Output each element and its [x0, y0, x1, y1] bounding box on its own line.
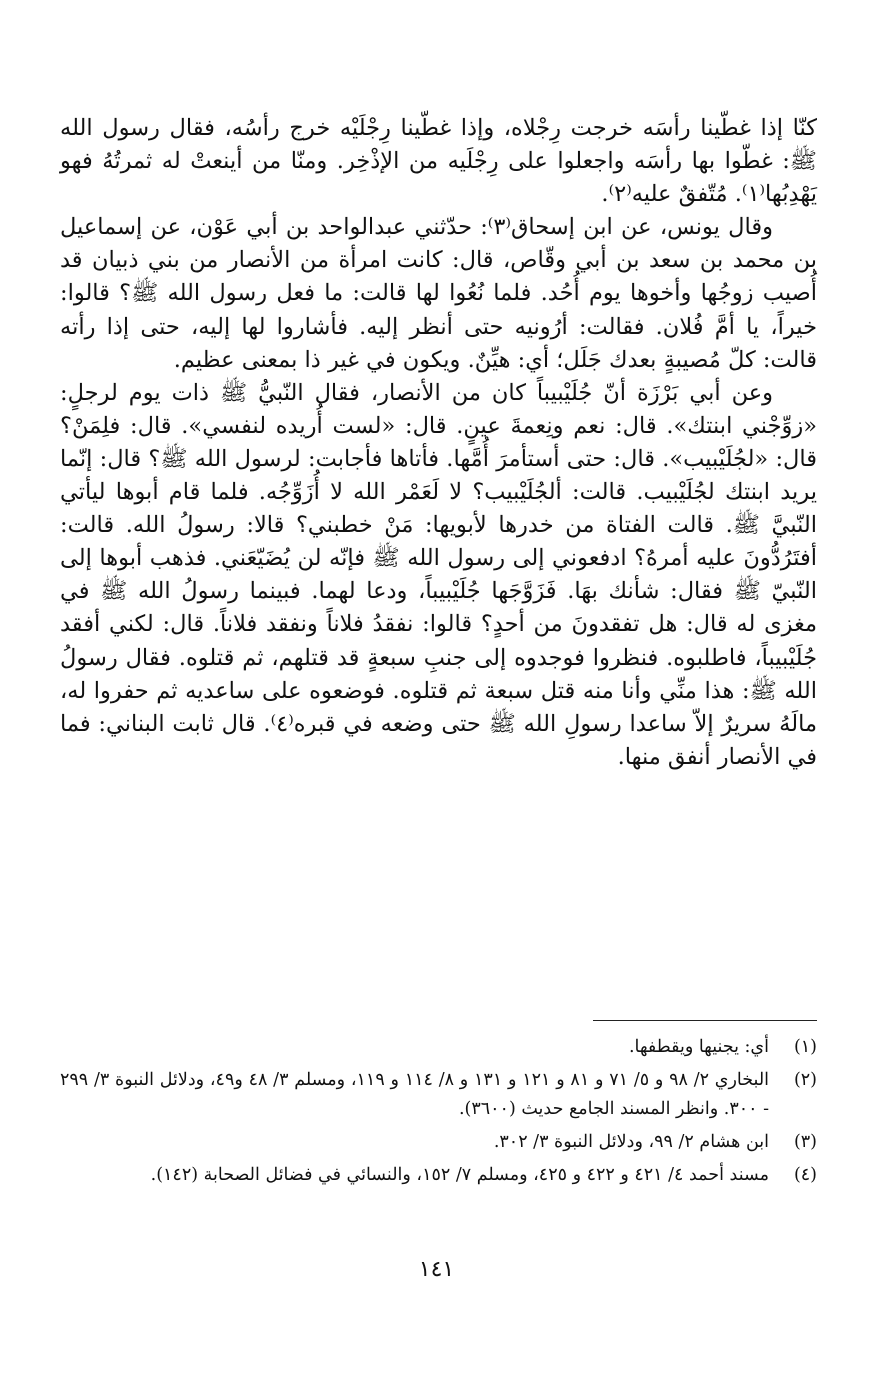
- footnote-text: أي: يجنيها ويقطفها.: [628, 1037, 769, 1057]
- footnote-number: (١): [793, 1037, 817, 1057]
- footnote-number: (٤): [793, 1165, 817, 1185]
- main-text: [60, 112, 817, 774]
- page-number: ١٤١: [418, 1257, 455, 1282]
- footnote-2: [60, 1066, 817, 1124]
- footnote-text: البخاري ٢/ ٩٨ و ٥/ ٧١ و ٨١ و ١٢١ و ١٣١ و ٨/ ١١٤ و ١١٩، ومسلم ٣/ ٤٨ و٤٩، ودلائل النبوة ٣/ ٢٩٩ - ٣٠٠. وانظر المسند الجامع حديث (٣٦٠٠).: [60, 1070, 770, 1119]
- footnote-3: [60, 1128, 817, 1157]
- footnote-1: [60, 1033, 817, 1062]
- footnote-4: [60, 1161, 817, 1190]
- paragraph-1: كنّا إذا غطّينا رأسَه خرجت رِجْلاه، وإذا غطّينا رِجْلَيْه خرج رأسُه، فقال رسول الله ﷺ: غطّوا بها رأسَه واجعلوا على رِجْلَيه من الإذْخِر. ومنّا من أينعتْ له ثمرتُهُ فهو يَهْدِبُها⁽١⁾. مُتّفقٌ عليه⁽٢⁾.: [60, 115, 817, 208]
- footnote-number: (٢): [793, 1070, 817, 1090]
- paragraph-2: وقال يونس، عن ابن إسحاق⁽٣⁾: حدّثني عبدالواحد بن أبي عَوْن، عن إسماعيل بن محمد بن سعد بن أبي وقّاص، قال: كانت امرأة من الأنصار من بني ذبيان قد أُصيب زوجُها وأخوها يوم أُحُد. فلما نُعُوا لها قالت: ما فعل رسول الله ﷺ؟ قالوا: خيراً، يا أمَّ فُلان. فقالت: أرُونيه حتى أنظر إليه. فأشاروا لها إليه، حتى إذا رأته قالت: كلّ مُصيبةٍ بعدك جَلَل؛ أي: هيِّنٌ. ويكون في غير ذا بمعنى عظيم.: [60, 214, 817, 373]
- footnote-divider: [593, 1020, 817, 1021]
- footnote-number: (٣): [793, 1132, 817, 1152]
- footnote-text: مسند أحمد ٤/ ٤٢١ و ٤٢٢ و ٤٢٥، ومسلم ٧/ ١٥٢، والنسائي في فضائل الصحابة (١٤٢).: [150, 1165, 769, 1185]
- paragraph-3: وعن أبي بَرْزَة أنّ جُلَيْبيباً كان من الأنصار، فقال النّبيُّ ﷺ ذات يوم لرجلٍ: «زوِّجْني ابنتك». قال: نعم ونِعمةَ عينٍ. قال: «لست أُريده لنفسي». قال: فلِمَنْ؟ قال: «لجُلَيْبيب». قال: حتى أستأمرَ أُمَّها. فأتاها فأجابت: لرسول الله ﷺ؟ قال: إنّما يريد ابنتك لجُلَيْبيب. قالت: ألجُلَيْبيب؟ لا لَعَمْر الله لا أُزَوِّجُه. فلما قام أبوها ليأتي النّبيَّ ﷺ. قالت الفتاة من خدرها لأبويها: مَنْ خطبني؟ قالا: رسولُ الله. قالت: أفتَرُدُّونَ عليه أمرهُ؟ ادفعوني إلى رسول الله ﷺ فإنّه لن يُضَيّعَني. فذهب أبوها إلى النّبيّ ﷺ فقال: شأنك بهَا. فَزَوَّجَها جُلَيْبيباً، ودعا لهما. فبينما رسولُ الله ﷺ في مغزى له قال: هل تفقدونَ من أحدٍ؟ قالوا: نفقدُ فلاناً ونفقد فلاناً. قال: لكني أفقد جُلَيْبيباً، فاطلبوه. فنظروا فوجدوه إلى جنبِ سبعةٍ قد قتلهم، ثم قتلوه. فقال رسولُ الله ﷺ: هذا منِّي وأنا منه قتل سبعة ثم قتلوه. فوضعوه على ساعديه ثم حفروا له، مالَهُ سريرٌ إلاّ ساعدا رسولِ الله ﷺ حتى وضعه في قبره⁽٤⁾. قال ثابت البناني: فما في الأنصار أنفق منها.: [60, 379, 817, 770]
- footnotes: [60, 1033, 817, 1194]
- footnote-text: ابن هشام ٢/ ٩٩، ودلائل النبوة ٣/ ٣٠٢.: [493, 1132, 769, 1152]
